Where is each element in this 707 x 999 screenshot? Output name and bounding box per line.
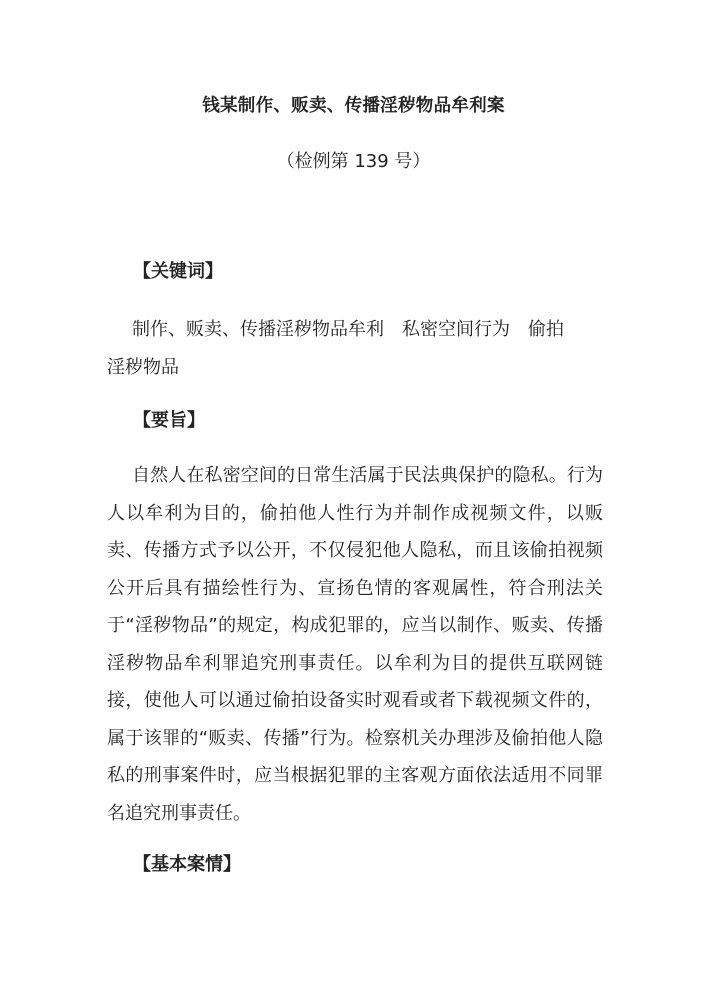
keyword-2: 私密空间行为 (402, 319, 510, 340)
keyword-3-part2: 淫秽物品 (107, 356, 179, 378)
gist-paragraph (107, 457, 603, 832)
facts-heading: 【基本案情】 (133, 854, 241, 875)
gist-text: 自然人在私密空间的日常生活属于民法典保护的隐私。行为人以牟利为目的，偷拍他人性行为并制作成视频文件，以贩卖、传播方式予以公开，不仅侵犯他人隐私，而且该偷拍视频公开后具有描绘性行为、宣扬色情的客观属性，符合刑法关于“淫秽物品”的规定，构成犯罪的，应当以制作、贩卖、传播淫秽物品牟利罪追究刑事责任。以牟利为目的提供互联网链接，使他人可以通过偷拍设备实时观看或者下载视频文件的，属于该罪的“贩卖、传播”行为。检察机关办理涉及偷拍他人隐私的刑事案件时，应当根据犯罪的主客观方面依法适用不同罪名追究刑事责任。 (107, 465, 603, 824)
gist-heading: 【要旨】 (133, 410, 205, 431)
keyword-1: 制作、贩卖、传播淫秽物品牟利 (132, 319, 384, 340)
keywords-heading: 【关键词】 (133, 261, 223, 282)
keywords-paragraph (107, 311, 603, 386)
case-number: （检例第 139 号） (276, 151, 431, 172)
keyword-3-part1: 偷拍 (528, 319, 564, 340)
document-title: 钱某制作、贩卖、传播淫秽物品牟利案 (202, 96, 505, 116)
